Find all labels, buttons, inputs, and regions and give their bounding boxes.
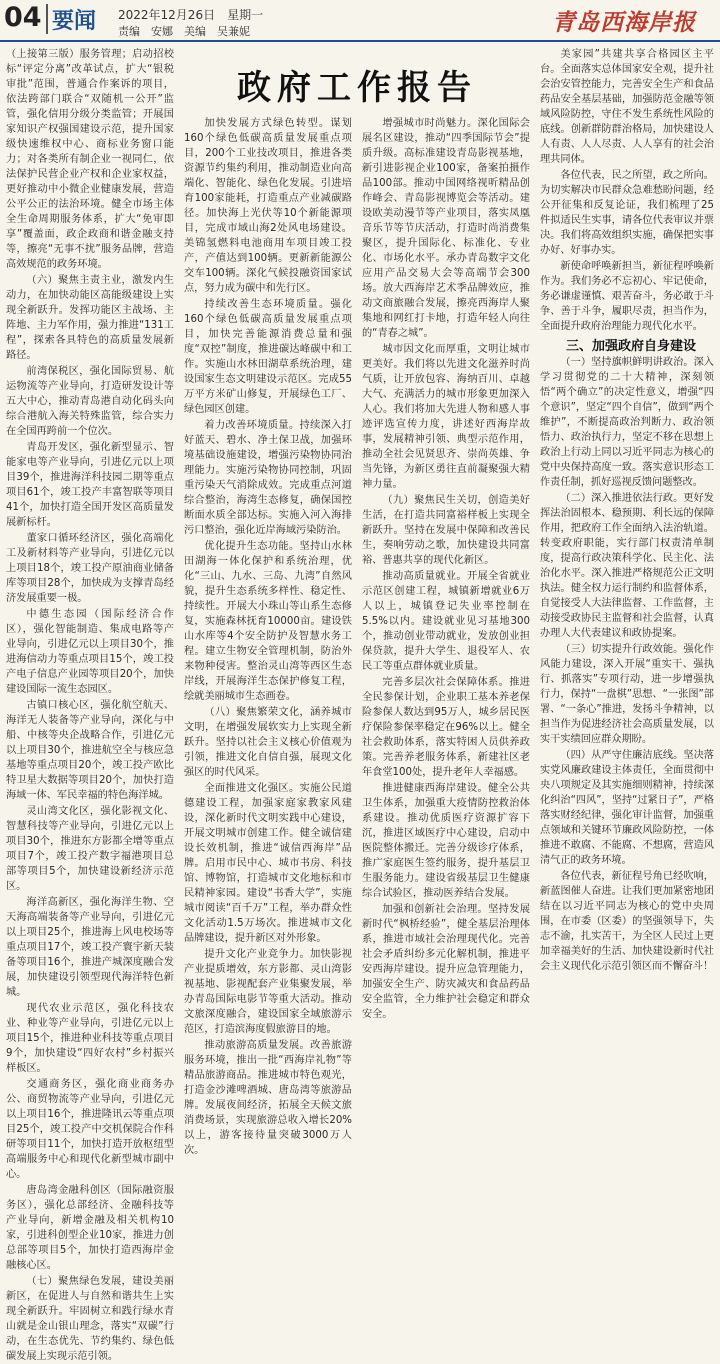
text-column-3 <box>362 116 530 1091</box>
header-divider <box>46 4 48 34</box>
issue-date: 2022年12月26日 星期一 <box>118 8 264 22</box>
article-paragraph: 各位代表，民之所望，政之所向。为切实解决市民群众急难愁盼问题，经公开征集和反复论证，我们梳理了25件拟适民生实事，请各位代表审议并票决。我们将高效组织实施，确保把实事办好、好事办实。 <box>540 170 714 256</box>
article-paragraph: （一）坚持旗帜鲜明讲政治。深入学习贯彻党的二十大精神，深刻领悟“两个确立”的决定性意义，增强“四个意识”，坚定“四个自信”，做到“两个维护”，不断提高政治判断力、政治领悟力、政治执行力，坚定不移在思想上政治上行动上同以习近平同志为核心的党中央保持高度一致。落实意识形态工作责任制，抓好巡视反馈问题整改。 <box>540 357 714 488</box>
page-header <box>0 0 720 40</box>
article-paragraph: 各位代表，新征程号角已经吹响，新蓝图催人奋进。让我们更加紧密地团结在以习近平同志为核心的党中央周围，在市委（区委）的坚强领导下，失志不渝，扎实苦干，为全区人民过上更加幸福美好的生活、加快建设新时代社会主义现代化示范引领区而不懈奋斗！ <box>540 871 714 972</box>
article-paragraph: 提升文化产业竞争力。加快影视产业提质增效，东方影都、灵山湾影视基地、影视配套产业集聚发展，举办青岛国际电影节等重大活动。推动文旅深度融合，建设国家全域旅游示范区，打造滨海度假旅游目的地。 <box>184 949 352 1035</box>
article-paragraph: 青岛开发区，强化新型显示、智能家电等产业导向，引进亿元以上项目39个，推进海洋科技园二期等重点项目61个，竣工投产丰富智联等项目41个，加快打造全国开发区高质量发展新标杆。 <box>6 442 174 528</box>
article-paragraph: 前湾保税区，强化国际贸易、航运物流等产业导向，打造研发设计等五大中心，推动青岛港自动化码头向综合港航入海关特殊监管，综合实力在全国再跨前一个位次。 <box>6 366 174 437</box>
article-paragraph: 加强和创新社会治理。坚持发展新时代“枫桥经验”，健全基层治理体系，推进市域社会治理现代化。完善社会矛盾纠纷多元化解机制，推进平安西海岸建设。提升应急管理能力，加强安全生产、防灾减灾和食品药品安全监管，全力维护社会稳定和群众安全。 <box>362 904 530 1020</box>
article-paragraph: 城市因文化而厚重，文明让城市更美好。我们将以先进文化滋养时尚气质，让开放包容、海纳百川、卓越大气、充满活力的城市形象更加深入人心。我们将加大先进人物和感人事迹评选宣传力度，讲述好西海岸故事，发展精神引领、典型示范作用，推动全社会见贤思齐、崇尚英雄、争当先锋，为新区勇往直前凝聚强大精神力量。 <box>362 344 530 490</box>
article-paragraph: （二）深入推进依法行政。更好发挥法治固根本、稳预期、利长远的保障作用，把政府工作全面纳入法治轨道。转变政府职能，实行部门权责清单制度，提高行政决策科学化、民主化、法治化水平。深入推进严格规范公正文明执法。健全权力运行制约和监督体系，自觉接受人大法律监督、工作监督，主动接受政协民主监督和社会监督，认真办理人大代表建议和政协提案。 <box>540 493 714 639</box>
article-paragraph: 灵山湾文化区，强化影视文化、智慧科技等产业导向，引进亿元以上项目30个，推进东方影都全增等重点项目7个，竣工投产数字福港项目总部等项目5个，加快建设新经济示范区。 <box>6 806 174 892</box>
page-number: 04 <box>4 2 42 33</box>
section-subhead: 三、加强政府自身建设 <box>566 339 697 354</box>
article-paragraph: 优化提升生态功能。坚持山水林田湖海一体化保护和系统治理，优化“三山、九水、三岛、九湾”自然风貌，提升生态系统多样性、稳定性、持续性。开展大小珠山等山系生态修复，实施森林抚育10000亩。建设铁山水库等4个安全防护及智慧水务工程。建立生物安全管理机制，防治外来物种侵害。整治灵山湾等西区生态岸线，开展海洋生态保护修复工程，绘就美丽城市生态画卷。 <box>184 541 352 702</box>
article-paragraph: 交通商务区，强化商业商务办公、商贸物流等产业导向，引进亿元以上项目16个，推进隆讯云等重点项目25个，竣工投产中交机保院合作科研等项目11个，加快打造开放枢纽型高端服务中心和现代化新型城市副中心。 <box>6 1079 174 1180</box>
article-paragraph: （九）聚焦民生关切，创造美好生活，在打造共同富裕样板上实现全新跃升。坚持在发展中保障和改善民生，奏响劳动之歌，加快建设共同富裕、普惠共享的现代化新区。 <box>362 495 530 566</box>
article-title: 政府工作报告 <box>237 68 477 108</box>
article-paragraph: 现代农业示范区，强化科技农业、种业等产业导向，引进亿元以上项目15个，推进种业科技等重点项目9个，加快建设“四好农村”乡村振兴样板区。 <box>6 1003 174 1074</box>
article-paragraph: 完善多层次社会保障体系。推进全民参保计划，企业职工基本养老保险参保人数达到95万人，城乡居民医疗保险参保率稳定在96%以上。健全社会救助体系，落实特困人员供养政策。完善养老服务体系，新建社区老年食堂100处，提升老年人幸福感。 <box>362 677 530 778</box>
article-paragraph: 增强城市时尚魅力。深化国际会展名区建设，推动“四季国际节会”提质升级。高标准建设青岛影视基地，新引进影视企业100家，备案拍摄作品100部。推动中国网络视听精品创作峰会、青岛影视博览会等活动。建设欧美动漫节等产业项目，落实凤凰音乐节等节庆活动，打造时尚消费集聚区，提升国际化、标准化、专业化、市场化水平。承办青岛数字文化应用产品交易大会等高端节会300场。放大西海岸艺术季品牌效应，推动文商旅融合发展，擦亮西海岸人聚集地和网红打卡地，打造年轻人向往的“青春之城”。 <box>362 118 530 339</box>
article-paragraph: （四）从严守住廉洁底线。坚决落实党风廉政建设主体责任，全面贯彻中央八项规定及其实施细则精神，持续深化纠治“四风”，坚持“过紧日子”，严格落实财经纪律，强化审计监督，加强重点领域和关键环节廉政风险防控，一体推进不敢腐、不能腐、不想腐，营造风清气正的政务环境。 <box>540 750 714 866</box>
article-paragraph: 着力改善环境质量。持续深入打好蓝天、碧水、净土保卫战，加强环境基础设施建设，增强污染物协同治理能力。实施污染物协同控制，巩固重污染天气消除成效。完成重点河道综合整治，海湾生态修复，确保国控断面水质全部达标。实施入河入海排污口整治，强化近岸海域污染防治。 <box>184 420 352 536</box>
article-paragraph: 唐岛湾金融科创区（国际融资服务区），强化总部经济、金融科技等产业导向，新增金融及相关机构10家，引进科创型企业10家，推进力创总部等项目5个，加快打造西海岸金融核心区。 <box>6 1185 174 1271</box>
article-paragraph: 新使命呼唤新担当，新征程呼唤新作为。我们务必不忘初心、牢记使命，务必谦虚谨慎、艰苦奋斗，务必敢于斗争、善于斗争，履职尽责，担当作为，全面提升政府治理能力现代化水平。 <box>540 261 714 332</box>
text-column-4 <box>540 47 714 1091</box>
article-paragraph: （三）切实提升行政效能。强化作风能力建设，深入开展“重实干、强执行、抓落实”专项行动，进一步增强执行力，保持“一盘棋”思想、“一张图”部署、“一条心”推进，发扬斗争精神，以担当作为促进经济社会高质量发展，以实干实绩回应群众期盼。 <box>540 644 714 745</box>
article-paragraph: 持续改善生态环境质量。强化160个绿色低碳高质量发展重点项目，加快完善能源消费总量和强度“双控”制度，推进碳达峰碳中和工作。实施山水林田湖草系统治理，建设国家生态文明建设示范区。完成55万平方米矿山修复，开展绿色工厂、绿色园区创建。 <box>184 299 352 415</box>
article-paragraph: 美家园”共建共享合格园区主平台。全面落实总体国家安全观，提升社会治安管控能力，完善安全生产和食品药品安全基层基础，加强防范金融等领域风险防控，守住不发生系统性风险的底线。创新群防群治格局，加快建设人人有责、人人尽责、人人享有的社会治理共同体。 <box>540 49 714 165</box>
article-paragraph: 推动旅游高质量发展。改善旅游服务环境，推出一批“西海岸礼物”等精品旅游商品。推进城市特色观光，打造金沙滩啤酒城、唐岛湾等旅游品牌。发展夜间经济，拓展全天候文旅消费场景，实现旅游总收入增长20%以上，游客接待量突破3000万人次。 <box>184 1040 352 1156</box>
article-paragraph: （六）聚焦主责主业，激发内生动力，在加快动能区高能级建设上实现全新跃升。发挥功能区主战场、主阵地、主力军作用，强力推进“131工程”，探索各具特色的高质量发展新路径。 <box>6 275 174 361</box>
editor-credits: 责编 安娜 美编 吴兼妮 <box>118 25 250 38</box>
text-column-2 <box>184 116 352 1156</box>
header-rule <box>0 40 720 42</box>
article-paragraph: 中德生态园（国际经济合作区），强化智能制造、集成电路等产业导向，引进亿元以上项目30个，推进海信动力等重点项目15个，竣工投产电子信息产业园等项目20个，加快建设国际一流生态园区。 <box>6 609 174 695</box>
section-name: 要闻 <box>52 9 97 34</box>
text-column-1 <box>6 47 174 1362</box>
article-paragraph: 加快发展方式绿色转型。谋划160个绿色低碳高质量发展重点项目，200个工业技改项目，推进各类资源节约集约利用，推动制造业向高端化、智能化、绿色化发展。引进培育100家能耗，打造重点产业减碳路径。加快海上光伏等10个新能源项目，完成市域山海2处风电场建设。美锦氢燃料电池商用车项目竣工投产，产值达到100辆。更新新能源公交车100辆。深化气候投融资国家试点，努力成为碳中和先行区。 <box>184 118 352 294</box>
article-paragraph: 古镇口核心区，强化航空航天、海洋无人装备等产业导向，深化与中船、中核等央企战略合作，引进亿元以上项目30个，推进航空全与核应急基地等重点项目20个，竣工投产欧比特卫星大数据等项目20个，加快打造海域一体、军民幸福的特色海洋城。 <box>6 700 174 801</box>
article-paragraph: （上接第三版）服务管理；启动招校标“评定分离”改革试点，扩大“银税审批”范围，普通合作案诉的项目，依法跨部门联合“双随机一公开”监管，强化信用分级分类监管；开展国家知识产权强国建设示范，提升国家级快速维权中心、商标业务窗口能力；对各类所有制企业一视同仁，依法保护民营企业产权和企业家权益，更好推动中小微企业健康发展，营造公平公正的法治环境。健全市场主体全生命周期服务体系，扩大“免审即享”覆盖面，政企政商和谐金融支持等，擦亮“无事不扰”服务品牌，营造高效规范的政务环境。 <box>6 49 174 270</box>
article-paragraph: 全面推进文化强区。实施公民道德建设工程，加强家庭家教家风建设，深化新时代文明实践中心建设，开展文明城市创建工作。健全诚信建设长效机制，推进“诚信西海岸”品牌。启用市民中心、城市书房、科技馆、博物馆，打造城市文化地标和市民精神家园。建设“书香大学”，实施城市阅读“百千万”工程，举办群众性文化活动1.5万场次。推进城市文化品牌建设，提升新区对外形象。 <box>184 783 352 944</box>
article-paragraph: 推进健康西海岸建设。健全公共卫生体系，加强重大疫情防控救治体系建设。推动优质医疗资源扩容下沉，推进区域医疗中心建设，启动中医院整体搬迁。完善分级诊疗体系，推广家庭医生签约服务，提升基层卫生服务能力。建设省级基层卫生健康综合试验区，推动医养结合发展。 <box>362 783 530 899</box>
article-paragraph: （八）聚焦繁荣文化，涵养城市文明，在增强发展软实力上实现全新跃升。坚持以社会主义核心价值观为引领，推进文化自信自强，展现文化强区的时代风采。 <box>184 707 352 778</box>
article-paragraph: 海洋高新区，强化海洋生物、空天海高端装备等产业导向，引进亿元以上项目25个，推进海上风电校场等重点项目17个，竣工投产寰宇新天装备等项目16个，推进产城深度融合发展，加快建设引领型现代海洋特色新城。 <box>6 897 174 998</box>
article-paragraph: 董家口循环经济区，强化高端化工及新材料等产业导向，引进亿元以上项目18个，竣工投产原油商业储备库等项目28个，加快成为支撑青岛经济发展重要一极。 <box>6 533 174 604</box>
article-paragraph: 推动高质量就业。开展全省就业示范区创建工程，城镇新增就业6万人以上，城镇登记失业率控制在5.5%以内。建设就业见习基地300个，推动创业带动就业，发放创业担保贷款，提升大学生、退役军人、农民工等重点群体就业质量。 <box>362 571 530 672</box>
article-paragraph: （七）聚焦绿色发展，建设美丽新区，在促进人与自然和谐共生上实现全新跃升。牢固树立和践行绿水青山就是金山银山理念，落实“双碳”行动，在生态优先、节约集约、绿色低碳发展上实现示范引领。 <box>6 1276 174 1362</box>
newspaper-masthead: 青岛西海岸报 <box>552 9 696 36</box>
